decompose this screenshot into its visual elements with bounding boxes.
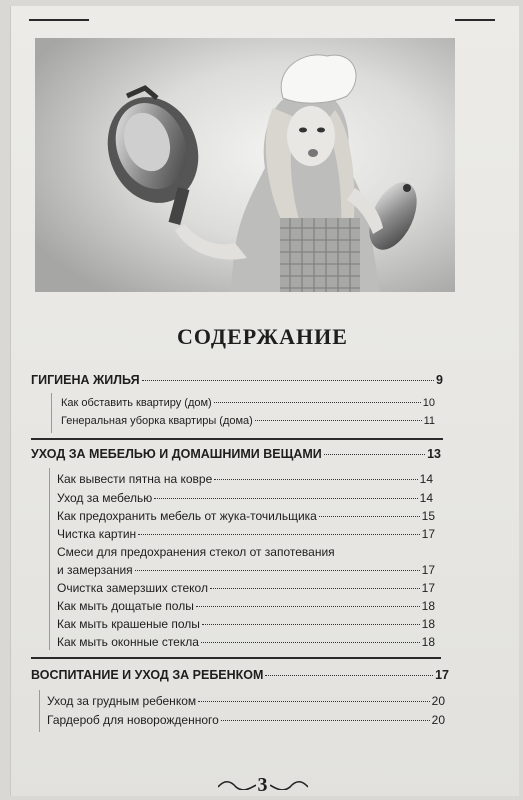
toc-item[interactable] xyxy=(57,509,435,523)
toc-item[interactable] xyxy=(57,599,435,613)
toc-item[interactable] xyxy=(47,694,445,708)
toc-page-number: 17 xyxy=(435,668,449,682)
toc-page-number: 9 xyxy=(436,373,443,387)
toc-item-title: Смеси для предохранения стекол от запотевания xyxy=(57,545,335,559)
toc-item[interactable] xyxy=(57,491,433,505)
toc-page-number: 10 xyxy=(422,397,435,409)
toc-item-title: Чистка картин xyxy=(57,527,137,541)
toc-leader-dots xyxy=(201,642,420,643)
toc-page-number: 13 xyxy=(427,447,441,461)
toc-item[interactable] xyxy=(57,617,435,631)
toc-page-number: 15 xyxy=(421,509,435,523)
toc-leader-dots xyxy=(142,380,434,381)
toc-item-title: Как мыть оконные стекла xyxy=(57,635,199,649)
photo-illustration xyxy=(35,38,455,292)
toc-section-furniture[interactable] xyxy=(31,447,441,461)
woman-with-pots-photo xyxy=(35,38,455,292)
toc-leader-dots xyxy=(324,454,425,455)
toc-item-title: Гардероб для новорожденного xyxy=(47,713,219,727)
page-number: 3 xyxy=(257,773,268,796)
section-divider xyxy=(31,438,443,440)
toc-leader-dots xyxy=(214,402,421,403)
toc-leader-dots xyxy=(319,516,420,517)
page-footer xyxy=(1,774,523,796)
footer-ornament-right xyxy=(270,780,308,790)
toc-item[interactable] xyxy=(57,563,435,577)
toc-item-title: Как мыть дощатые полы xyxy=(57,599,194,613)
toc-leader-dots xyxy=(255,420,422,421)
toc-item[interactable] xyxy=(57,527,435,541)
toc-page-number: 18 xyxy=(421,635,435,649)
toc-item-title: Уход за грудным ребенком xyxy=(47,694,197,708)
toc-item[interactable] xyxy=(47,713,445,727)
toc-page-number: 11 xyxy=(423,415,435,427)
toc-item-title: Как обставить квартиру (дом) xyxy=(61,397,212,409)
footer-ornament-left xyxy=(218,780,256,790)
toc-leader-dots xyxy=(196,606,420,607)
toc-group-bracket xyxy=(39,690,40,732)
section-divider xyxy=(31,657,441,659)
toc-item[interactable] xyxy=(57,581,435,595)
toc-item-title: Как вывести пятна на ковре xyxy=(57,472,213,486)
toc-item-title: Очистка замерзших стекол xyxy=(57,581,208,595)
top-ornament-right xyxy=(455,10,495,30)
toc-leader-dots xyxy=(214,479,417,480)
toc-page-number: 14 xyxy=(419,472,433,486)
toc-section-childcare[interactable] xyxy=(31,668,449,682)
toc-leader-dots xyxy=(202,624,420,625)
toc-item[interactable] xyxy=(61,415,435,427)
toc-leader-dots xyxy=(198,701,430,702)
toc-item-title: Как предохранить мебель от жука-точильщика xyxy=(57,509,317,523)
toc-leader-dots xyxy=(210,588,420,589)
toc-leader-dots xyxy=(154,498,417,499)
toc-item-title: Как мыть крашеные полы xyxy=(57,617,200,631)
toc-group-bracket xyxy=(49,468,50,650)
toc-page-number: 20 xyxy=(431,694,445,708)
toc-leader-dots xyxy=(138,534,419,535)
toc-page-number: 17 xyxy=(421,527,435,541)
toc-page-number: 17 xyxy=(421,563,435,577)
toc-leader-dots xyxy=(265,675,433,676)
toc-leader-dots xyxy=(135,570,420,571)
toc-section-title: УХОД ЗА МЕБЕЛЬЮ И ДОМАШНИМИ ВЕЩАМИ xyxy=(31,447,322,461)
toc-item[interactable] xyxy=(57,472,433,486)
toc-leader-dots xyxy=(221,720,430,721)
toc-item-title: Уход за мебелью xyxy=(57,491,153,505)
toc-section-title: ВОСПИТАНИЕ И УХОД ЗА РЕБЕНКОМ xyxy=(31,668,264,682)
toc-heading: СОДЕРЖАНИЕ xyxy=(177,324,348,349)
toc-page-number: 20 xyxy=(431,713,445,727)
top-ornament-left xyxy=(29,10,89,30)
toc-group-bracket xyxy=(51,393,52,433)
toc-page-number: 14 xyxy=(419,491,433,505)
toc-item-title: Генеральная уборка квартиры (дома) xyxy=(61,415,253,427)
book-page xyxy=(10,6,519,796)
toc-item[interactable] xyxy=(57,545,435,559)
toc-page-number: 18 xyxy=(421,599,435,613)
toc-page-number: 17 xyxy=(421,581,435,595)
toc-item[interactable] xyxy=(57,635,435,649)
toc-item-title: и замерзания xyxy=(57,563,133,577)
toc-item[interactable] xyxy=(61,397,435,409)
toc-section-hygiene[interactable] xyxy=(31,373,443,387)
toc-section-title: ГИГИЕНА ЖИЛЬЯ xyxy=(31,373,140,387)
toc-page-number: 18 xyxy=(421,617,435,631)
